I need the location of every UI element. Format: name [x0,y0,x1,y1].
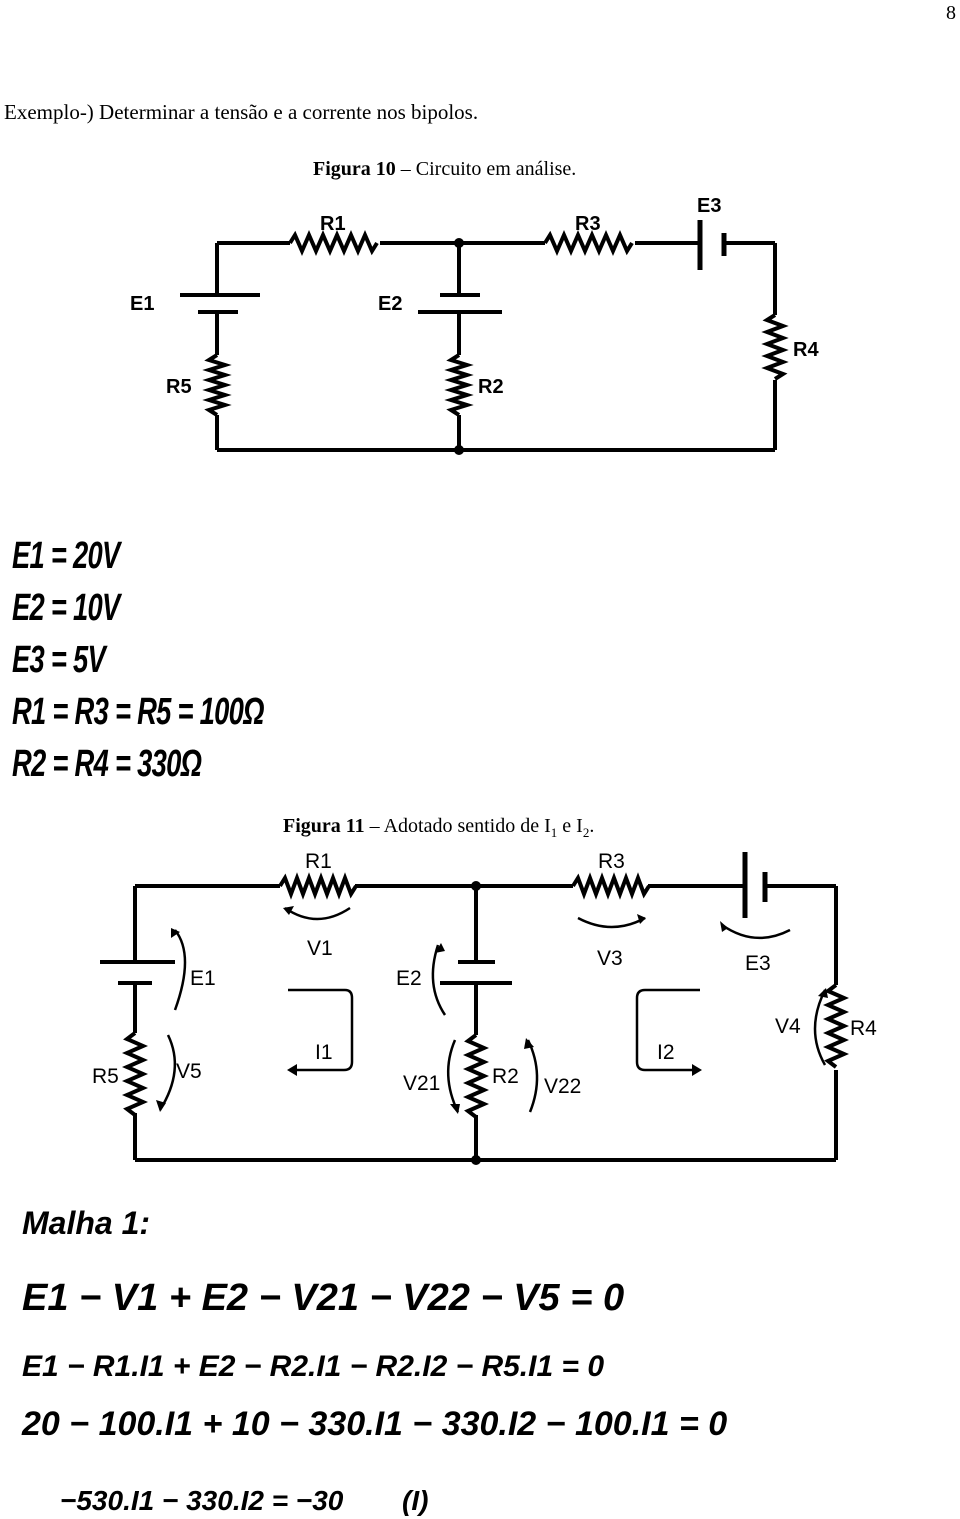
value-e2: E2 = 10V [12,587,120,629]
equation-4: −530.I1 − 330.I2 = −30 [60,1485,344,1516]
fig10-label-e3: E3 [697,195,722,217]
fig10-label-r2: R2 [478,376,504,398]
equations-heading: Malha 1: [22,1205,151,1241]
figure11-caption-sub1: 1 [550,825,558,840]
fig11-label-i1: I1 [315,1041,333,1064]
figure11-circuit [0,845,960,1175]
value-r1-r3-r5: R1 = R3 = R5 = 100Ω [12,691,264,733]
figure10-caption [313,158,576,181]
figure11-caption-text: – Adotado sentido de I [364,815,551,837]
equation-4-tag: (I) [402,1485,429,1516]
value-e1: E1 = 20V [12,535,120,577]
fig11-label-v22: V22 [544,1075,582,1098]
fig11-label-r2: R2 [492,1065,519,1088]
fig10-label-e2: E2 [378,293,403,315]
fig11-label-i2: I2 [657,1041,675,1064]
equation-3: 20 − 100.I1 + 10 − 330.I1 − 330.I2 − 100.I1 = 0 [22,1405,728,1443]
figure10-caption-text: – Circuito em análise. [395,158,577,180]
fig10-label-r4: R4 [793,339,819,361]
fig11-label-e3: E3 [745,952,771,975]
value-r2-r4: R2 = R4 = 330Ω [12,743,202,785]
fig11-label-e2: E2 [396,967,422,990]
figure11-caption [283,815,594,841]
fig11-label-v1: V1 [307,937,333,960]
component-values [12,530,362,790]
page-number: 8 [946,2,956,24]
fig11-label-v21: V21 [403,1072,441,1095]
intro-text: Exemplo-) Determinar a tensão e a corrente nos bipolos. [4,100,479,124]
equation-2: E1 − R1.I1 + E2 − R2.I1 − R2.I2 − R5.I1 = 0 [22,1350,605,1383]
figure11-caption-end: . [589,815,595,837]
value-e3: E3 = 5V [12,639,106,681]
fig11-label-v5: V5 [176,1060,202,1083]
figure10-circuit [0,185,960,465]
fig11-label-v4: V4 [775,1015,801,1038]
fig11-label-r5: R5 [92,1065,119,1088]
figure10-caption-label: Figura 10 [313,158,396,180]
figure11-caption-mid: e I [557,815,583,837]
fig11-label-v3: V3 [597,947,623,970]
equation-1: E1 − V1 + E2 − V21 − V22 − V5 = 0 [22,1277,625,1319]
fig10-label-r3: R3 [575,213,601,235]
fig11-label-r4: R4 [850,1017,877,1040]
figure11-caption-label: Figura 11 [283,815,365,837]
fig11-label-r3: R3 [598,850,625,873]
fig10-label-r5: R5 [166,376,192,398]
fig10-label-r1: R1 [320,213,346,235]
figure11-caption-sub2: 2 [582,825,590,840]
fig10-label-e1: E1 [130,293,155,315]
fig11-label-r1: R1 [305,850,332,873]
fig11-label-e1: E1 [190,967,216,990]
